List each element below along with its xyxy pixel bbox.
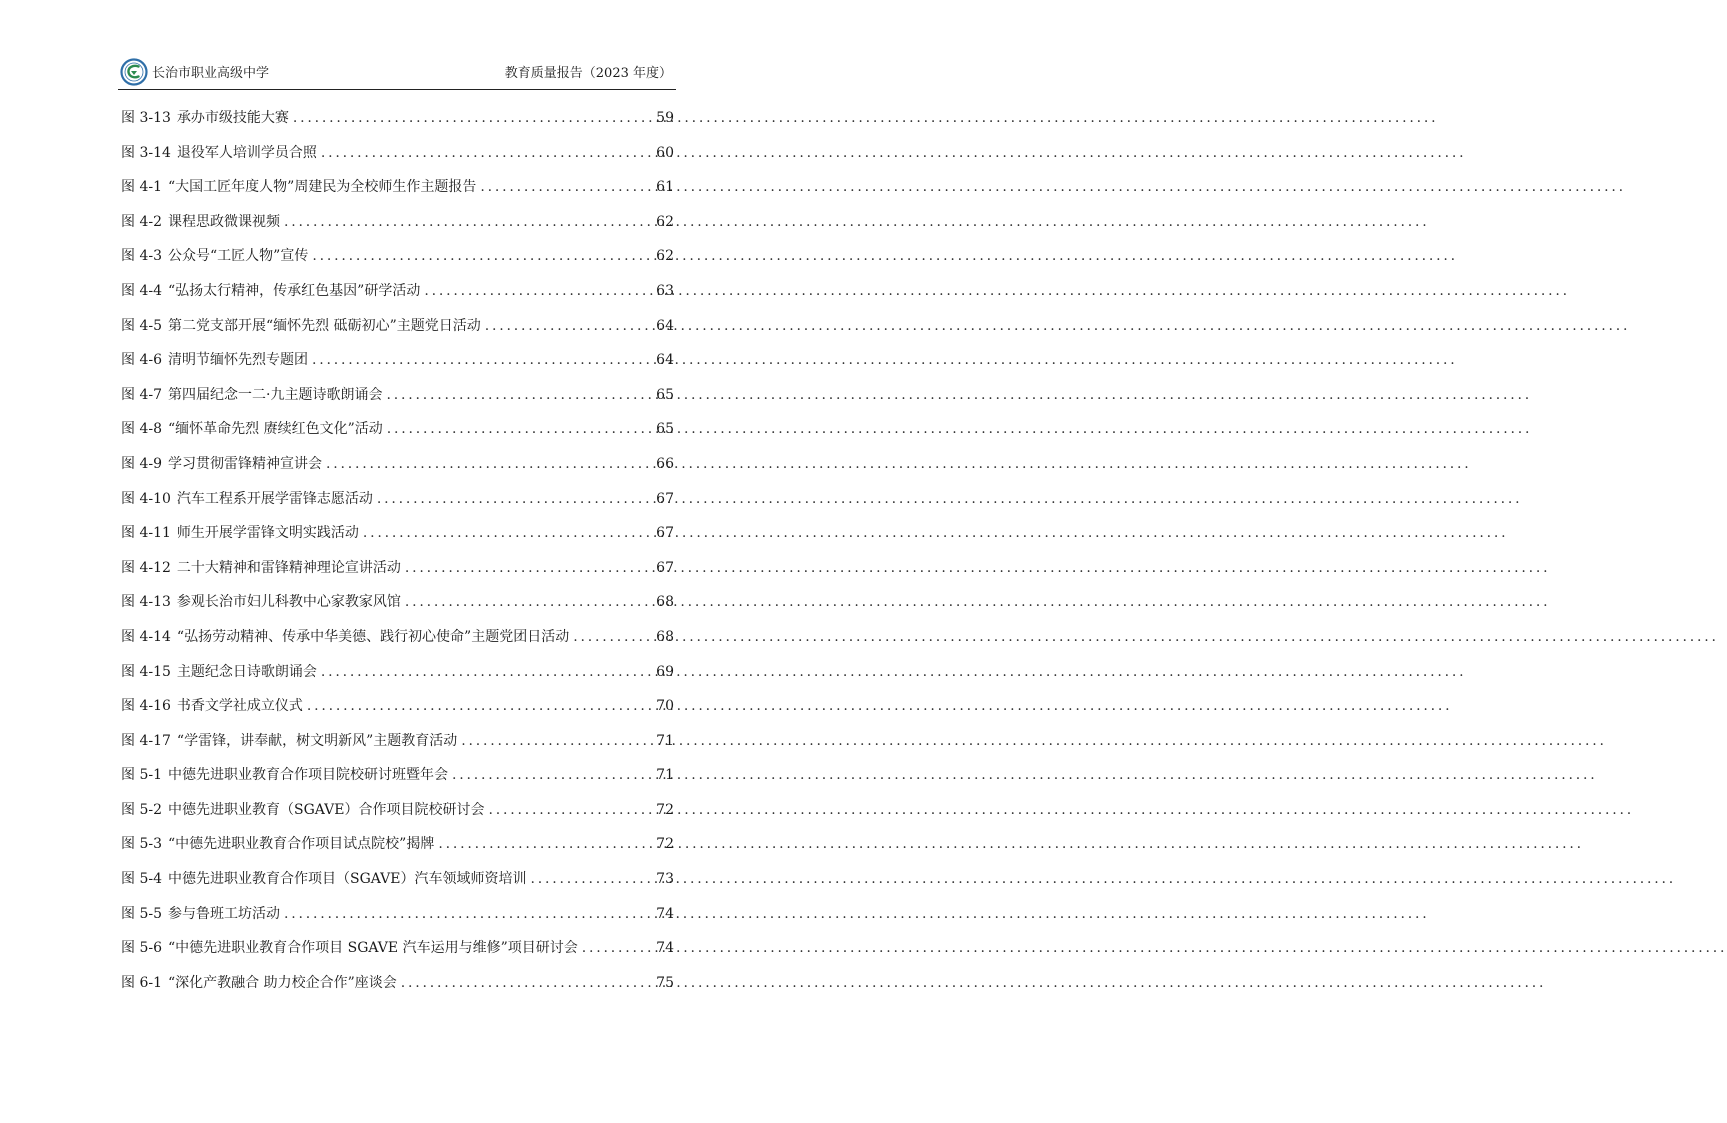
page-number: 66 xyxy=(656,455,674,472)
toc-entry[interactable] xyxy=(121,834,674,869)
figure-number: 图 5-2 xyxy=(121,801,162,818)
figure-number: 图 4-6 xyxy=(121,352,162,369)
figure-caption: 书香文学社成立仪式 xyxy=(176,698,303,715)
page-number: 64 xyxy=(656,352,674,369)
figure-caption: 中德先进职业教育（SGAVE）合作项目院校研讨会 xyxy=(168,801,485,818)
toc-entry[interactable] xyxy=(121,489,674,524)
page-number: 74 xyxy=(656,940,674,957)
page-header xyxy=(118,58,676,90)
figure-caption: “大国工匠年度人物”周建民为全校师生作主题报告 xyxy=(168,179,477,196)
school-emblem-icon xyxy=(120,58,148,86)
toc-entry[interactable] xyxy=(121,869,674,904)
report-title: 教育质量报告（2023 年度） xyxy=(504,66,672,81)
dot-leader xyxy=(284,904,652,924)
figure-caption: 中德先进职业教育合作项目（SGAVE）汽车领域师资培训 xyxy=(168,871,527,888)
figure-caption: “中德先进职业教育合作项目试点院校”揭牌 xyxy=(168,836,435,853)
toc-entry[interactable] xyxy=(121,108,674,143)
page-number: 67 xyxy=(656,490,674,507)
figure-caption: “中德先进职业教育合作项目 SGAVE 汽车运用与维修”项目研讨会 xyxy=(168,940,578,957)
figure-caption: 课程思政微课视频 xyxy=(168,213,280,230)
toc-entry[interactable] xyxy=(121,246,674,281)
figure-number: 图 4-2 xyxy=(121,213,162,230)
toc-entry[interactable] xyxy=(121,973,674,1008)
figure-caption: 参与鲁班工坊活动 xyxy=(168,905,280,922)
page-number: 67 xyxy=(656,559,674,576)
toc-entry[interactable] xyxy=(121,731,674,766)
figure-number: 图 4-12 xyxy=(121,559,171,576)
toc-entry[interactable] xyxy=(121,938,674,973)
figure-caption: 公众号“工匠人物”宣传 xyxy=(168,248,309,265)
figure-caption: 中德先进职业教育合作项目院校研讨班暨年会 xyxy=(168,767,448,784)
dot-leader xyxy=(424,281,652,301)
page-number: 67 xyxy=(656,525,674,542)
dot-leader xyxy=(321,143,652,163)
figure-number: 图 4-4 xyxy=(121,282,162,299)
figure-caption: “弘扬劳动精神、传承中华美德、践行初心使命”主题党团日活动 xyxy=(176,628,570,645)
figure-number: 图 4-1 xyxy=(121,179,162,196)
figure-caption: 学习贯彻雷锋精神宣讲会 xyxy=(168,455,322,472)
page-number: 59 xyxy=(656,110,674,126)
dot-leader xyxy=(307,696,652,716)
figure-caption: 第四届纪念一二·九主题诗歌朗诵会 xyxy=(168,386,383,403)
page-number: 68 xyxy=(656,594,674,611)
page-number: 68 xyxy=(656,628,674,645)
page-number: 62 xyxy=(656,248,674,265)
dot-leader xyxy=(461,731,652,751)
figure-number: 图 4-10 xyxy=(121,490,171,507)
page-number: 60 xyxy=(656,144,674,161)
figure-number: 图 3-14 xyxy=(121,144,171,161)
dot-leader xyxy=(573,627,652,647)
dot-leader xyxy=(377,489,652,509)
dot-leader xyxy=(321,662,652,682)
dot-leader xyxy=(293,108,652,128)
toc-entry[interactable] xyxy=(121,212,674,247)
toc-entry[interactable] xyxy=(121,800,674,835)
figure-caption: “学雷锋，讲奉献，树文明新风”主题教育活动 xyxy=(176,732,458,749)
dot-leader xyxy=(284,212,652,232)
dot-leader xyxy=(405,592,652,612)
figure-caption: 参观长治市妇儿科教中心家教家风馆 xyxy=(176,594,401,611)
figure-number: 图 4-8 xyxy=(121,421,162,438)
figure-caption: “深化产教融合 助力校企合作”座谈会 xyxy=(168,974,397,991)
figure-number: 图 4-5 xyxy=(121,317,162,334)
toc-entry[interactable] xyxy=(121,904,674,939)
figure-number: 图 4-17 xyxy=(121,732,171,749)
figure-caption: 师生开展学雷锋文明实践活动 xyxy=(176,525,359,542)
dot-leader xyxy=(485,316,652,336)
toc-entry[interactable] xyxy=(121,696,674,731)
figure-caption: 汽车工程系开展学雷锋志愿活动 xyxy=(176,490,373,507)
page-number: 62 xyxy=(656,213,674,230)
figure-number: 图 4-15 xyxy=(121,663,171,680)
toc-entry[interactable] xyxy=(121,281,674,316)
toc-entry[interactable] xyxy=(121,350,674,385)
toc-entry[interactable] xyxy=(121,558,674,593)
page-number: 71 xyxy=(656,767,674,784)
dot-leader xyxy=(387,419,652,439)
page-number: 75 xyxy=(656,974,674,991)
toc-entry[interactable] xyxy=(121,523,674,558)
figure-caption: 退役军人培训学员合照 xyxy=(176,144,317,161)
dot-leader xyxy=(312,350,652,370)
figure-number: 图 4-11 xyxy=(121,525,171,542)
dot-leader xyxy=(312,246,652,266)
school-name: 长治市职业高级中学 xyxy=(152,66,270,81)
toc-entry[interactable] xyxy=(121,385,674,420)
toc-entry[interactable] xyxy=(121,143,674,178)
figure-number: 图 5-5 xyxy=(121,905,162,922)
page-number: 65 xyxy=(656,386,674,403)
page-number: 72 xyxy=(656,836,674,853)
toc-entry[interactable] xyxy=(121,592,674,627)
page-number: 73 xyxy=(656,871,674,888)
page-number: 72 xyxy=(656,801,674,818)
dot-leader xyxy=(489,800,652,820)
page-number: 65 xyxy=(656,421,674,438)
figure-number: 图 5-4 xyxy=(121,871,162,888)
toc-entry[interactable] xyxy=(121,316,674,351)
figure-number: 图 6-1 xyxy=(121,974,162,991)
figure-number: 图 4-14 xyxy=(121,628,171,645)
figure-caption: 二十大精神和雷锋精神理论宣讲活动 xyxy=(176,559,401,576)
figure-number: 图 4-16 xyxy=(121,698,171,715)
figure-number: 图 5-3 xyxy=(121,836,162,853)
page-number: 74 xyxy=(656,905,674,922)
figure-number: 图 4-3 xyxy=(121,248,162,265)
figure-caption: 第二党支部开展“缅怀先烈 砥砺初心”主题党日活动 xyxy=(168,317,481,334)
header-divider xyxy=(118,89,676,90)
figure-caption: 清明节缅怀先烈专题团 xyxy=(168,352,308,369)
figure-number: 图 4-9 xyxy=(121,455,162,472)
figure-number: 图 3-13 xyxy=(121,110,171,126)
figure-index-list xyxy=(121,108,674,1007)
toc-entry[interactable] xyxy=(121,419,674,454)
toc-entry[interactable] xyxy=(121,765,674,800)
page-number: 70 xyxy=(656,698,674,715)
dot-leader xyxy=(401,973,652,993)
toc-entry[interactable] xyxy=(121,454,674,489)
page-number: 61 xyxy=(656,179,674,196)
page-number: 63 xyxy=(656,282,674,299)
toc-entry[interactable] xyxy=(121,627,674,662)
dot-leader xyxy=(363,523,652,543)
dot-leader xyxy=(405,558,652,578)
page-number: 69 xyxy=(656,663,674,680)
figure-caption: 承办市级技能大赛 xyxy=(176,110,289,126)
dot-leader xyxy=(582,938,652,958)
toc-entry[interactable] xyxy=(121,177,674,212)
figure-number: 图 4-7 xyxy=(121,386,162,403)
dot-leader xyxy=(386,385,652,405)
dot-leader xyxy=(438,834,652,854)
figure-number: 图 5-6 xyxy=(121,940,162,957)
page-number: 64 xyxy=(656,317,674,334)
dot-leader xyxy=(531,869,652,889)
toc-entry[interactable] xyxy=(121,662,674,697)
dot-leader xyxy=(480,177,652,197)
figure-caption: “缅怀革命先烈 赓续红色文化”活动 xyxy=(168,421,383,438)
dot-leader xyxy=(452,765,652,785)
page-number: 71 xyxy=(656,732,674,749)
figure-number: 图 5-1 xyxy=(121,767,162,784)
figure-number: 图 4-13 xyxy=(121,594,171,611)
figure-caption: “弘扬太行精神，传承红色基因”研学活动 xyxy=(168,282,421,299)
figure-caption: 主题纪念日诗歌朗诵会 xyxy=(176,663,317,680)
dot-leader xyxy=(326,454,652,474)
